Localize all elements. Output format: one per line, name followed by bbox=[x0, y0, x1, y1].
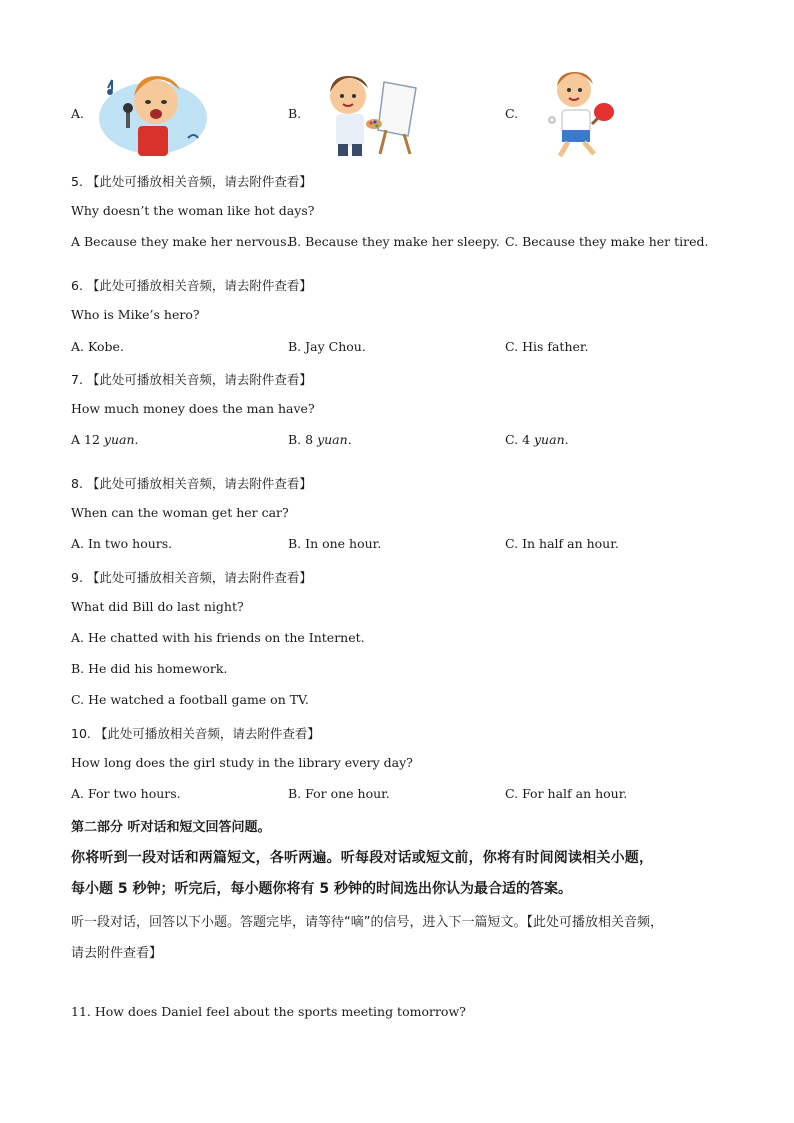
q7-option-c: C. 4 yuan. bbox=[505, 432, 569, 447]
q8-option-a: A. In two hours. bbox=[71, 536, 173, 551]
q9-option-c: C. He watched a football game on TV. bbox=[71, 692, 309, 707]
q7-number-audio-tag: 7. 【此处可播放相关音频，请去附件查看】 bbox=[71, 372, 312, 387]
q4-option-b-letter: B. bbox=[288, 106, 302, 121]
q9-question: What did Bill do last night? bbox=[71, 599, 244, 614]
q10-option-c: C. For half an hour. bbox=[505, 786, 628, 801]
q7-option-a: A 12 yuan. bbox=[71, 432, 139, 447]
q5-option-c: C. Because they make her tired. bbox=[505, 234, 709, 249]
part2-heading: 第二部分 听对话和短文回答问题。 bbox=[71, 820, 271, 835]
q4-option-a-letter: A. bbox=[71, 106, 85, 121]
part2-instruction-line2: 每小题 5 秒钟；听完后，每小题你将有 5 秒钟的时间选出你认为最合适的答案。 bbox=[71, 881, 572, 897]
q7-question: How much money does the man have? bbox=[71, 401, 315, 416]
q7-option-b: B. 8 yuan. bbox=[288, 432, 352, 447]
boy-ping-pong-icon bbox=[542, 68, 618, 158]
q6-option-c: C. His father. bbox=[505, 339, 589, 354]
q5-option-b: B. Because they make her sleepy. bbox=[288, 234, 500, 249]
q10-question: How long does the girl study in the library every day? bbox=[71, 755, 413, 770]
q5-question: Why doesn’t the woman like hot days? bbox=[71, 203, 315, 218]
q5-number-audio-tag: 5. 【此处可播放相关音频，请去附件查看】 bbox=[71, 174, 312, 189]
q10-option-a: A. For two hours. bbox=[71, 786, 181, 801]
dialog-instruction-line1: 听一段对话，回答以下小题。答题完毕，请等待“嘀”的信号，进入下一篇短文。【此处可播放相关音频， bbox=[71, 915, 663, 930]
q6-number-audio-tag: 6. 【此处可播放相关音频，请去附件查看】 bbox=[71, 278, 312, 293]
q6-option-b: B. Jay Chou. bbox=[288, 339, 366, 354]
dialog-instruction-line2: 请去附件查看】 bbox=[71, 946, 163, 961]
q10-option-b: B. For one hour. bbox=[288, 786, 390, 801]
q6-option-a: A. Kobe. bbox=[71, 339, 124, 354]
q9-option-a: A. He chatted with his friends on the Internet. bbox=[71, 630, 365, 645]
q4-option-c-letter: C. bbox=[505, 106, 519, 121]
q8-option-c: C. In half an hour. bbox=[505, 536, 619, 551]
q11-question: 11. How does Daniel feel about the sports meeting tomorrow? bbox=[71, 1004, 466, 1019]
q10-number-audio-tag: 10. 【此处可播放相关音频，请去附件查看】 bbox=[71, 726, 320, 741]
q8-number-audio-tag: 8. 【此处可播放相关音频，请去附件查看】 bbox=[71, 476, 312, 491]
q8-option-b: B. In one hour. bbox=[288, 536, 382, 551]
boy-singing-icon bbox=[98, 68, 208, 156]
q5-option-a: A Because they make her nervous. bbox=[71, 234, 291, 249]
boy-painting-icon bbox=[316, 70, 420, 156]
q9-option-b: B. He did his homework. bbox=[71, 661, 228, 676]
part2-instruction-line1: 你将听到一段对话和两篇短文，各听两遍。听每段对话或短文前，你将有时间阅读相关小题， bbox=[71, 850, 654, 866]
q6-question: Who is Mike’s hero? bbox=[71, 307, 200, 322]
q8-question: When can the woman get her car? bbox=[71, 505, 289, 520]
q9-number-audio-tag: 9. 【此处可播放相关音频，请去附件查看】 bbox=[71, 570, 312, 585]
